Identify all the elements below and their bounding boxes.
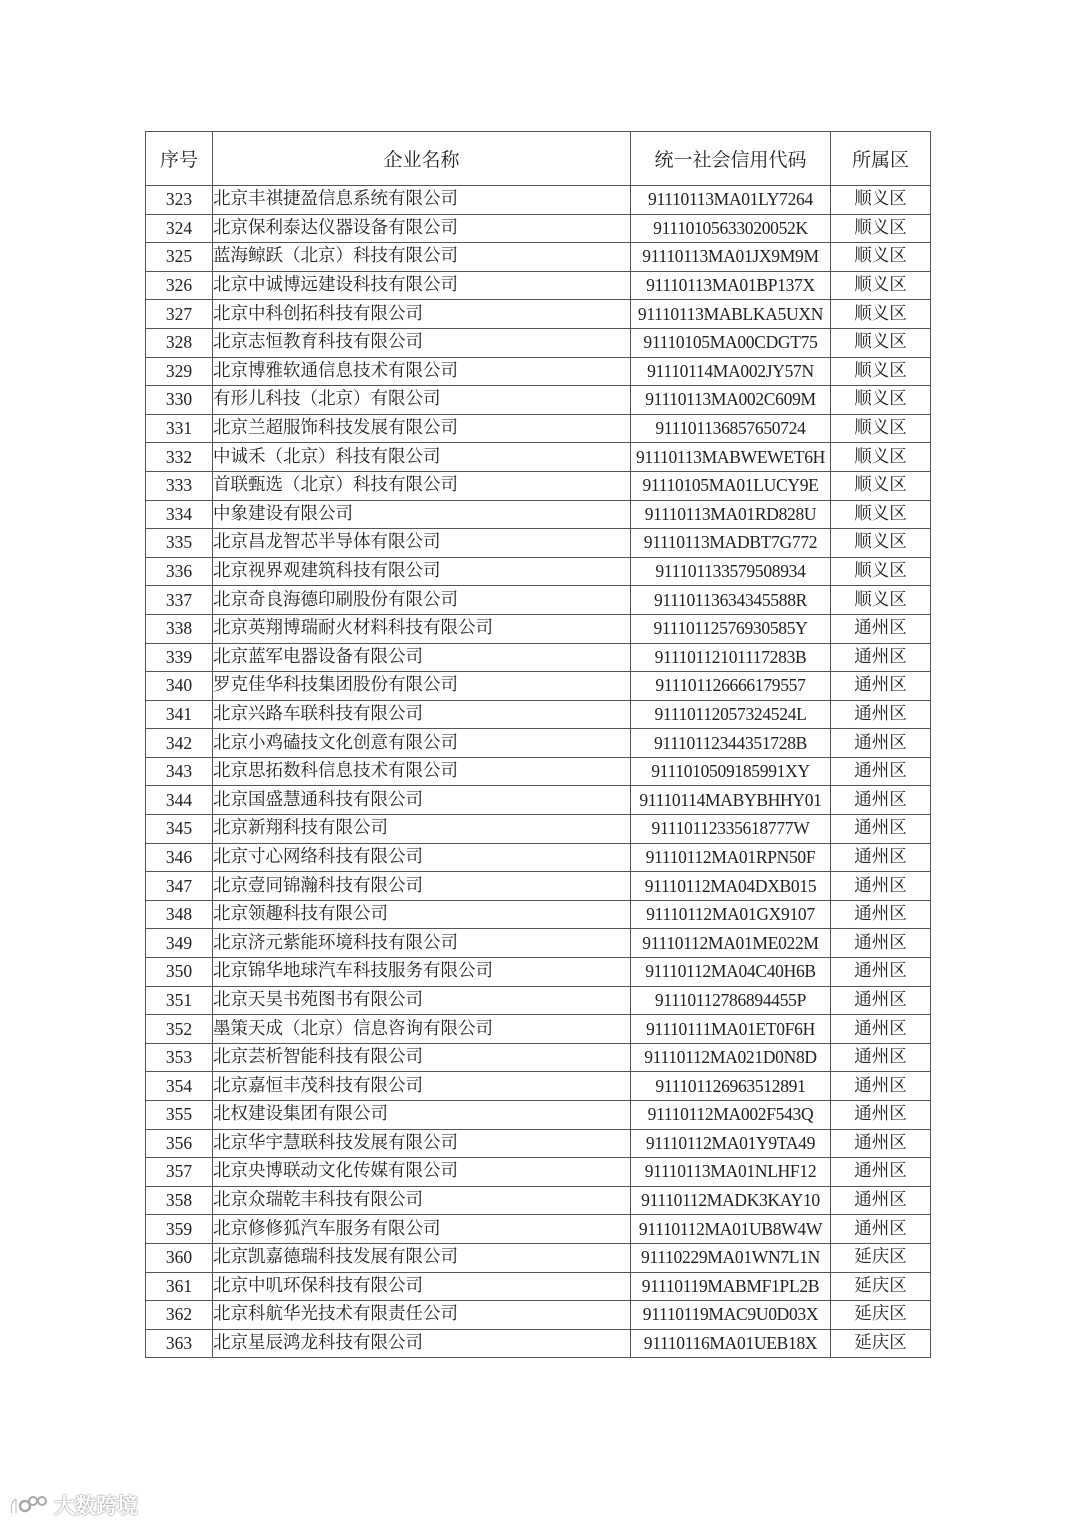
credit-code: 91110112786894455P bbox=[631, 986, 831, 1015]
row-number: 348 bbox=[146, 900, 213, 929]
district: 顺义区 bbox=[831, 529, 931, 558]
company-name: 北京兴路车联科技有限公司 bbox=[213, 700, 631, 729]
district: 顺义区 bbox=[831, 557, 931, 586]
company-name: 北京新翔科技有限公司 bbox=[213, 815, 631, 844]
table-row bbox=[146, 843, 931, 872]
company-name: 北京壹同锦瀚科技有限公司 bbox=[213, 872, 631, 901]
table-row bbox=[146, 586, 931, 615]
row-number: 336 bbox=[146, 557, 213, 586]
row-number: 327 bbox=[146, 300, 213, 329]
watermark-text: 大数跨境 bbox=[54, 1494, 138, 1518]
table-row bbox=[146, 328, 931, 357]
row-number: 355 bbox=[146, 1101, 213, 1130]
credit-code: 91110112MA04C40H6B bbox=[631, 958, 831, 987]
company-name: 北京兰超服饰科技发展有限公司 bbox=[213, 414, 631, 443]
table-row bbox=[146, 986, 931, 1015]
district: 通州区 bbox=[831, 843, 931, 872]
credit-code: 91110114MABYBHHY01 bbox=[631, 786, 831, 815]
table-row bbox=[146, 1043, 931, 1072]
district: 通州区 bbox=[831, 672, 931, 701]
table-row bbox=[146, 958, 931, 987]
row-number: 353 bbox=[146, 1043, 213, 1072]
row-number: 342 bbox=[146, 729, 213, 758]
row-number: 335 bbox=[146, 529, 213, 558]
district: 通州区 bbox=[831, 900, 931, 929]
district: 顺义区 bbox=[831, 500, 931, 529]
credit-code: 91110229MA01WN7L1N bbox=[631, 1243, 831, 1272]
company-name: 墨策天成（北京）信息咨询有限公司 bbox=[213, 1015, 631, 1044]
table-row bbox=[146, 672, 931, 701]
credit-code: 911101136857650724 bbox=[631, 414, 831, 443]
header-name: 企业名称 bbox=[213, 132, 631, 186]
company-name: 北京锦华地球汽车科技服务有限公司 bbox=[213, 958, 631, 987]
table-row bbox=[146, 186, 931, 215]
row-number: 346 bbox=[146, 843, 213, 872]
credit-code: 91110113MA01LY7264 bbox=[631, 186, 831, 215]
header-code: 统一社会信用代码 bbox=[631, 132, 831, 186]
credit-code: 911101126666179557 bbox=[631, 672, 831, 701]
credit-code: 91110112MADK3KAY10 bbox=[631, 1186, 831, 1215]
company-name: 北京央博联动文化传媒有限公司 bbox=[213, 1158, 631, 1187]
table-row bbox=[146, 557, 931, 586]
table-row bbox=[146, 471, 931, 500]
table-row bbox=[146, 214, 931, 243]
credit-code: 91110113MA01JX9M9M bbox=[631, 243, 831, 272]
credit-code: 91110112MA01UB8W4W bbox=[631, 1215, 831, 1244]
row-number: 363 bbox=[146, 1329, 213, 1358]
district: 延庆区 bbox=[831, 1301, 931, 1330]
row-number: 357 bbox=[146, 1158, 213, 1187]
table-row bbox=[146, 243, 931, 272]
table-row bbox=[146, 1186, 931, 1215]
table-body bbox=[146, 186, 931, 1358]
district: 顺义区 bbox=[831, 328, 931, 357]
district: 顺义区 bbox=[831, 300, 931, 329]
credit-code: 91110113MA002C609M bbox=[631, 386, 831, 415]
district: 通州区 bbox=[831, 1072, 931, 1101]
table-row bbox=[146, 1329, 931, 1358]
row-number: 350 bbox=[146, 958, 213, 987]
table-row bbox=[146, 643, 931, 672]
enterprise-table bbox=[145, 131, 931, 1358]
row-number: 340 bbox=[146, 672, 213, 701]
header-district: 所属区 bbox=[831, 132, 931, 186]
row-number: 345 bbox=[146, 815, 213, 844]
district: 顺义区 bbox=[831, 386, 931, 415]
credit-code: 911101126963512891 bbox=[631, 1072, 831, 1101]
company-name: 北京星辰鸿龙科技有限公司 bbox=[213, 1329, 631, 1358]
company-name: 北京寸心网络科技有限公司 bbox=[213, 843, 631, 872]
district: 通州区 bbox=[831, 700, 931, 729]
table-row bbox=[146, 1101, 931, 1130]
credit-code: 91110111MA01ET0F6H bbox=[631, 1015, 831, 1044]
credit-code: 911101133579508934 bbox=[631, 557, 831, 586]
company-name: 北京修修狐汽车服务有限公司 bbox=[213, 1215, 631, 1244]
table-row bbox=[146, 614, 931, 643]
district: 通州区 bbox=[831, 757, 931, 786]
district: 通州区 bbox=[831, 614, 931, 643]
company-name: 首联甄选（北京）科技有限公司 bbox=[213, 471, 631, 500]
credit-code: 91110114MA002JY57N bbox=[631, 357, 831, 386]
row-number: 339 bbox=[146, 643, 213, 672]
table-row bbox=[146, 357, 931, 386]
dashu-logo-icon bbox=[8, 1493, 48, 1517]
company-name: 中诚禾（北京）科技有限公司 bbox=[213, 443, 631, 472]
row-number: 358 bbox=[146, 1186, 213, 1215]
credit-code: 91110113634345588R bbox=[631, 586, 831, 615]
credit-code: 91110112335618777W bbox=[631, 815, 831, 844]
table-row bbox=[146, 757, 931, 786]
company-name: 中象建设有限公司 bbox=[213, 500, 631, 529]
company-name: 北京芸析智能科技有限公司 bbox=[213, 1043, 631, 1072]
row-number: 325 bbox=[146, 243, 213, 272]
district: 延庆区 bbox=[831, 1243, 931, 1272]
row-number: 332 bbox=[146, 443, 213, 472]
company-name: 北京嘉恒丰茂科技有限公司 bbox=[213, 1072, 631, 1101]
table-row bbox=[146, 1272, 931, 1301]
district: 延庆区 bbox=[831, 1272, 931, 1301]
row-number: 338 bbox=[146, 614, 213, 643]
district: 顺义区 bbox=[831, 214, 931, 243]
table-row bbox=[146, 900, 931, 929]
company-name: 北京小鸡磕技文化创意有限公司 bbox=[213, 729, 631, 758]
row-number: 326 bbox=[146, 271, 213, 300]
row-number: 349 bbox=[146, 929, 213, 958]
watermark bbox=[8, 1490, 138, 1520]
credit-code: 91110113MADBT7G772 bbox=[631, 529, 831, 558]
district: 顺义区 bbox=[831, 357, 931, 386]
credit-code: 91110113MA01RD828U bbox=[631, 500, 831, 529]
credit-code: 91110119MAC9U0D03X bbox=[631, 1301, 831, 1330]
company-name: 北京领趣科技有限公司 bbox=[213, 900, 631, 929]
table-row bbox=[146, 700, 931, 729]
table-row bbox=[146, 1215, 931, 1244]
row-number: 351 bbox=[146, 986, 213, 1015]
table-row bbox=[146, 300, 931, 329]
company-name: 有形儿科技（北京）有限公司 bbox=[213, 386, 631, 415]
table-row bbox=[146, 1158, 931, 1187]
credit-code: 91110113MABWEWET6H bbox=[631, 443, 831, 472]
company-name: 北京志恒教育科技有限公司 bbox=[213, 328, 631, 357]
header-no: 序号 bbox=[146, 132, 213, 186]
row-number: 352 bbox=[146, 1015, 213, 1044]
company-name: 北京凯嘉德瑞科技发展有限公司 bbox=[213, 1243, 631, 1272]
credit-code: 91110112MA021D0N8D bbox=[631, 1043, 831, 1072]
district: 顺义区 bbox=[831, 443, 931, 472]
company-name: 罗克佳华科技集团股份有限公司 bbox=[213, 672, 631, 701]
district: 通州区 bbox=[831, 958, 931, 987]
district: 通州区 bbox=[831, 1015, 931, 1044]
table-row bbox=[146, 1301, 931, 1330]
table-row bbox=[146, 786, 931, 815]
row-number: 341 bbox=[146, 700, 213, 729]
table-row bbox=[146, 271, 931, 300]
credit-code: 91110112MA01ME022M bbox=[631, 929, 831, 958]
district: 通州区 bbox=[831, 729, 931, 758]
credit-code: 91110112MA01RPN50F bbox=[631, 843, 831, 872]
credit-code: 91110113MABLKA5UXN bbox=[631, 300, 831, 329]
credit-code: 91110113MA01NLHF12 bbox=[631, 1158, 831, 1187]
company-name: 北京视界观建筑科技有限公司 bbox=[213, 557, 631, 586]
district: 通州区 bbox=[831, 815, 931, 844]
credit-code: 91110112MA01GX9107 bbox=[631, 900, 831, 929]
district: 顺义区 bbox=[831, 186, 931, 215]
row-number: 362 bbox=[146, 1301, 213, 1330]
district: 顺义区 bbox=[831, 414, 931, 443]
district: 通州区 bbox=[831, 929, 931, 958]
district: 通州区 bbox=[831, 786, 931, 815]
district: 顺义区 bbox=[831, 243, 931, 272]
company-name: 北京英翔博瑞耐火材料科技有限公司 bbox=[213, 614, 631, 643]
company-name: 北权建设集团有限公司 bbox=[213, 1101, 631, 1130]
district: 通州区 bbox=[831, 1129, 931, 1158]
row-number: 361 bbox=[146, 1272, 213, 1301]
row-number: 330 bbox=[146, 386, 213, 415]
company-name: 北京蓝军电器设备有限公司 bbox=[213, 643, 631, 672]
row-number: 334 bbox=[146, 500, 213, 529]
table-row bbox=[146, 729, 931, 758]
company-name: 北京天昊书苑图书有限公司 bbox=[213, 986, 631, 1015]
table-header-row bbox=[146, 132, 931, 186]
table-row bbox=[146, 1072, 931, 1101]
company-name: 北京丰祺捷盈信息系统有限公司 bbox=[213, 186, 631, 215]
company-name: 北京中诚博远建设科技有限公司 bbox=[213, 271, 631, 300]
table-row bbox=[146, 815, 931, 844]
row-number: 328 bbox=[146, 328, 213, 357]
row-number: 343 bbox=[146, 757, 213, 786]
row-number: 360 bbox=[146, 1243, 213, 1272]
company-name: 北京思拓数科信息技术有限公司 bbox=[213, 757, 631, 786]
credit-code: 91110112344351728B bbox=[631, 729, 831, 758]
table-row bbox=[146, 1015, 931, 1044]
row-number: 331 bbox=[146, 414, 213, 443]
district: 通州区 bbox=[831, 1101, 931, 1130]
credit-code: 91110112057324524L bbox=[631, 700, 831, 729]
company-name: 北京奇良海德印刷股份有限公司 bbox=[213, 586, 631, 615]
row-number: 333 bbox=[146, 471, 213, 500]
district: 通州区 bbox=[831, 1158, 931, 1187]
company-name: 北京昌龙智芯半导体有限公司 bbox=[213, 529, 631, 558]
credit-code: 91110113MA01BP137X bbox=[631, 271, 831, 300]
company-name: 北京科航华光技术有限责任公司 bbox=[213, 1301, 631, 1330]
table-row bbox=[146, 929, 931, 958]
credit-code: 91110112101117283B bbox=[631, 643, 831, 672]
credit-code: 91110112MA002F543Q bbox=[631, 1101, 831, 1130]
credit-code: 91110105633020052K bbox=[631, 214, 831, 243]
credit-code: 91110116MA01UEB18X bbox=[631, 1329, 831, 1358]
district: 通州区 bbox=[831, 643, 931, 672]
credit-code: 91110112MA01Y9TA49 bbox=[631, 1129, 831, 1158]
company-name: 北京华宇慧联科技发展有限公司 bbox=[213, 1129, 631, 1158]
credit-code: 91110112576930585Y bbox=[631, 614, 831, 643]
table-row bbox=[146, 529, 931, 558]
row-number: 329 bbox=[146, 357, 213, 386]
district: 通州区 bbox=[831, 1043, 931, 1072]
row-number: 324 bbox=[146, 214, 213, 243]
row-number: 323 bbox=[146, 186, 213, 215]
table-row bbox=[146, 1129, 931, 1158]
row-number: 359 bbox=[146, 1215, 213, 1244]
credit-code: 91110112MA04DXB015 bbox=[631, 872, 831, 901]
district: 通州区 bbox=[831, 1186, 931, 1215]
credit-code: 91110105MA01LUCY9E bbox=[631, 471, 831, 500]
table-row bbox=[146, 386, 931, 415]
district: 顺义区 bbox=[831, 586, 931, 615]
row-number: 347 bbox=[146, 872, 213, 901]
district: 顺义区 bbox=[831, 271, 931, 300]
company-name: 北京国盛慧通科技有限公司 bbox=[213, 786, 631, 815]
table-row bbox=[146, 500, 931, 529]
district: 通州区 bbox=[831, 872, 931, 901]
company-name: 北京博雅软通信息技术有限公司 bbox=[213, 357, 631, 386]
company-name: 北京中科创拓科技有限公司 bbox=[213, 300, 631, 329]
row-number: 337 bbox=[146, 586, 213, 615]
company-name: 北京济元紫能环境科技有限公司 bbox=[213, 929, 631, 958]
company-name: 蓝海鲸跃（北京）科技有限公司 bbox=[213, 243, 631, 272]
credit-code: 91110105MA00CDGT75 bbox=[631, 328, 831, 357]
row-number: 344 bbox=[146, 786, 213, 815]
row-number: 354 bbox=[146, 1072, 213, 1101]
district: 通州区 bbox=[831, 986, 931, 1015]
table-row bbox=[146, 872, 931, 901]
credit-code: 9111010509185991XY bbox=[631, 757, 831, 786]
row-number: 356 bbox=[146, 1129, 213, 1158]
table-row bbox=[146, 414, 931, 443]
table-row bbox=[146, 443, 931, 472]
credit-code: 91110119MABMF1PL2B bbox=[631, 1272, 831, 1301]
company-name: 北京中叽环保科技有限公司 bbox=[213, 1272, 631, 1301]
company-name: 北京保利泰达仪器设备有限公司 bbox=[213, 214, 631, 243]
district: 延庆区 bbox=[831, 1329, 931, 1358]
district: 通州区 bbox=[831, 1215, 931, 1244]
table-row bbox=[146, 1243, 931, 1272]
district: 顺义区 bbox=[831, 471, 931, 500]
company-name: 北京众瑞乾丰科技有限公司 bbox=[213, 1186, 631, 1215]
